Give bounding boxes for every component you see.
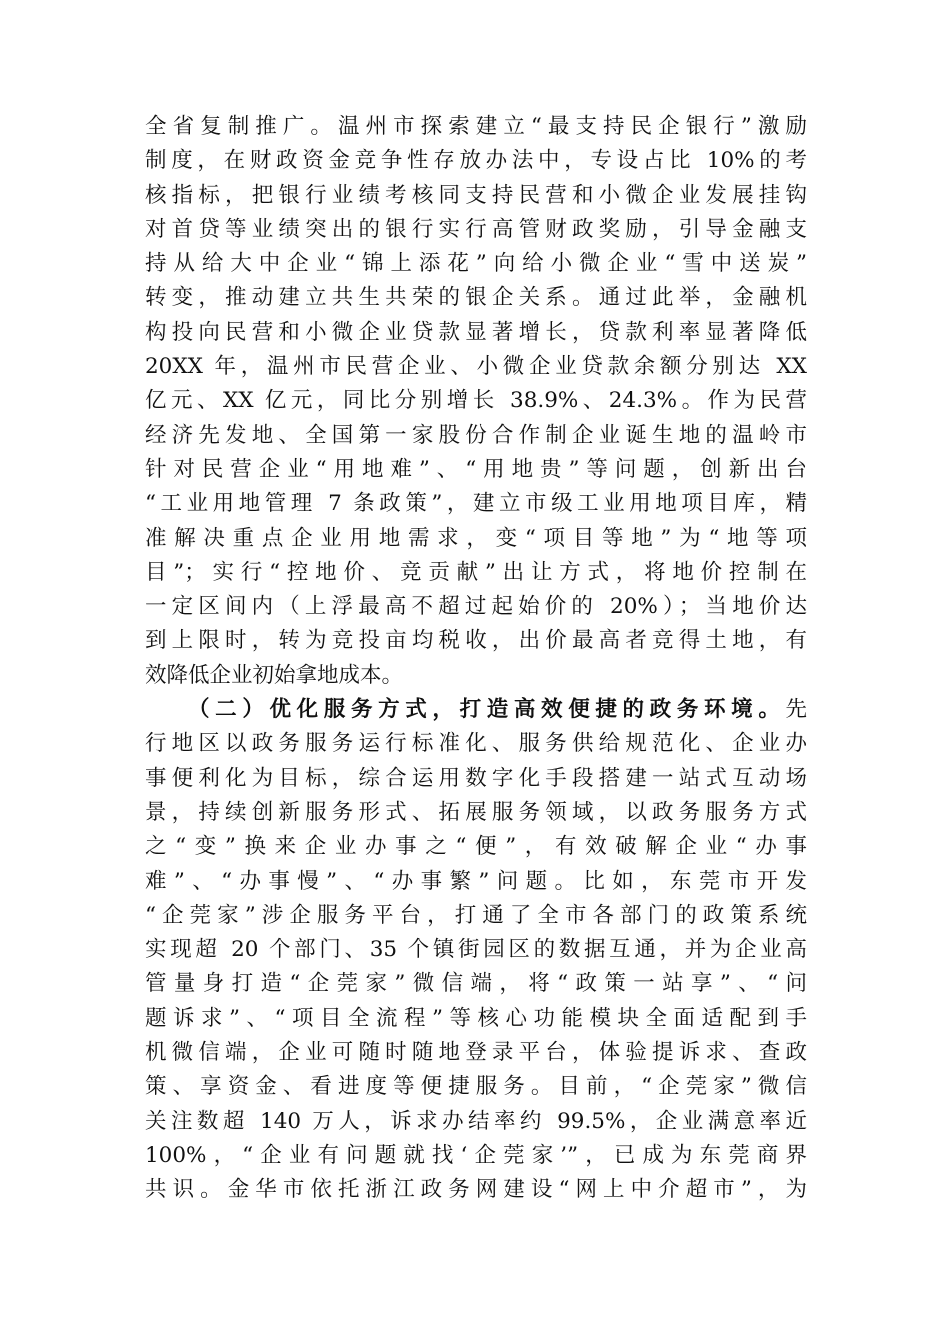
text-line: 持从给大中企业“锦上添花”向给小微企业“雪中送炭” xyxy=(145,251,807,277)
text-line: 准解决重点企业用地需求，变“项目等地”为“地等项 xyxy=(145,525,807,551)
text-line: 策、享资金、看进度等便捷服务。目前，“企莞家”微信 xyxy=(145,1074,807,1100)
text-line: 景，持续创新服务形式、拓展服务领域，以政务服务方式 xyxy=(145,799,807,825)
text-line: 构投向民营和小微企业贷款显著增长，贷款利率显著降低 xyxy=(145,319,807,345)
text-line: 对首贷等业绩突出的银行实行高管财政奖励，引导金融支 xyxy=(145,216,807,242)
text-line: 亿元、XX 亿元，同比分别增长 38.9%、24.3%。作为民营 xyxy=(145,388,807,414)
text-line: 关注数超 140 万人，诉求办结率约 99.5%，企业满意率近 xyxy=(145,1108,807,1134)
text-line: 全省复制推广。温州市探索建立“最支持民企银行”激励 xyxy=(145,114,807,139)
section-heading-line xyxy=(145,693,807,727)
text-line: 目”；实行“控地价、竞贡献”出让方式，将地价控制在 xyxy=(145,559,807,585)
text-line: 之“变”换来企业办事之“便”，有效破解企业“办事 xyxy=(145,834,807,860)
text-line: 一定区间内（上浮最高不超过起始价的 20%）；当地价达 xyxy=(145,594,807,620)
text-line: 机微信端，企业可随时随地登录平台，体验提诉求、查政 xyxy=(145,1040,807,1066)
text-line: 事便利化为目标，综合运用数字化手段搭建一站式互动场 xyxy=(145,765,807,791)
text-line: 经济先发地、全国第一家股份合作制企业诞生地的温岭市 xyxy=(145,422,807,448)
section-heading: （二）优化服务方式，打造高效便捷的政务环境。 xyxy=(188,697,786,723)
text-line: 100%，“企业有问题就找‘企莞家’”，已成为东莞商界 xyxy=(145,1142,807,1168)
text-line: 题诉求”、“项目全流程”等核心功能模块全面适配到手 xyxy=(145,1005,807,1031)
text-line: 制度，在财政资金竞争性存放办法中，专设占比 10%的考 xyxy=(145,148,807,174)
text-line: 20XX 年，温州市民营企业、小微企业贷款余额分别达 XX xyxy=(145,354,807,380)
text-line: 管量身打造“企莞家”微信端，将“政策一站享”、“问 xyxy=(145,971,807,997)
text-line: 到上限时，转为竞投亩均税收，出价最高者竞得土地，有 xyxy=(145,628,807,654)
paragraph-service-optimization xyxy=(145,693,807,1207)
text-line: 核指标，把银行业绩考核同支持民营和小微企业发展挂钩 xyxy=(145,182,807,208)
text-line: 实现超 20 个部门、35 个镇街园区的数据互通，并为企业高 xyxy=(145,937,807,963)
heading-tail-text: 先 xyxy=(785,697,807,723)
text-line: 效降低企业初始拿地成本。 xyxy=(145,662,404,688)
text-line: “企莞家”涉企服务平台，打通了全市各部门的政策系统 xyxy=(145,902,807,928)
text-line: 难”、“办事慢”、“办事繁”问题。比如，东莞市开发 xyxy=(145,868,807,894)
document-page xyxy=(145,110,807,1208)
text-line: 行地区以政务服务运行标准化、服务供给规范化、企业办 xyxy=(145,731,807,757)
paragraph-land-finance xyxy=(145,110,807,693)
text-line: 转变，推动建立共生共荣的银企关系。通过此举，金融机 xyxy=(145,285,807,311)
text-line: 共识。金华市依托浙江政务网建设“网上中介超市”，为 xyxy=(145,1177,807,1203)
text-line: 针对民营企业“用地难”、“用地贵”等问题，创新出台 xyxy=(145,456,807,482)
text-line: “工业用地管理 7 条政策”，建立市级工业用地项目库，精 xyxy=(145,491,807,517)
